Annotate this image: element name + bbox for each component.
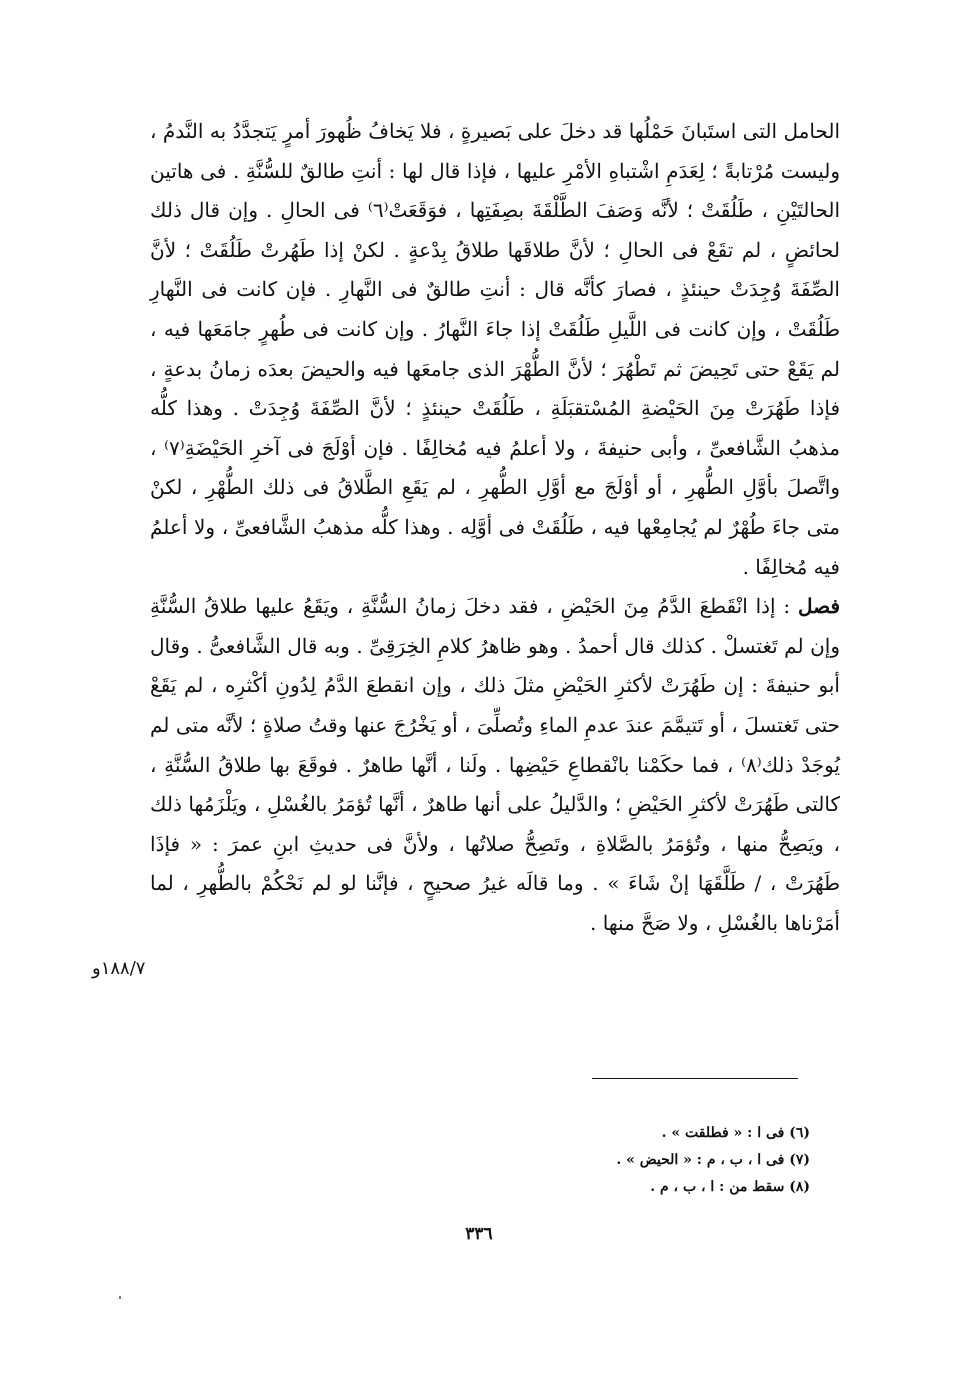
section-label: فصل xyxy=(797,594,841,619)
paragraph-1: الحامل التى استَبانَ حَمْلُها قد دخلَ على بَصيرةٍ ، فلا يَخافُ ظُهورَ أمرٍ يَتجدَّدُ به النَّدمُ ، وليست مُرْتابةً ؛ لِعَدَمِ اشْتباهِ الأمْرِ عليها ، فإذا قال لها : أنتِ طالقٌ للسُّنَّةِ . فى هاتين الحالتَيْنِ ، طَلُقَتْ ؛ لأنَّه وَصَفَ الطَّلْقَةَ بصِفَتِها ، فوَقَعَتْ⁽٦⁾ فى الحالِ . وإن قال ذلك لحائضٍ ، لم تقَعْ فى الحالِ ؛ لأنَّ طلاقَها طلاقُ بِدْعةٍ . لكنْ إذا طَهُرتْ طَلُقَتْ ؛ لأنَّ الصِّفَةَ وُجِدَتْ حينئذٍ ، فصارَ كأنَّه قال : أنتِ طالقٌ فى النَّهارِ . فإن كانت فى النَّهارِ طَلُقَتْ ، وإن كانت فى اللَّيلِ طَلُقَتْ إذا جاءَ النَّهارُ . وإن كانت فى طُهرٍ جامَعَها فيه ، لم يَقَعْ حتى تَحِيضَ ثم تَطْهُرَ ؛ لأنَّ الطُّهْرَ الذى جامعَها فيه والحيضَ بعدَه زمانُ بدعةٍ ، فإذا طَهُرَتْ مِنَ الحَيْضةِ المُسْتقبَلَةِ ، طَلُقَتْ حينئذٍ ؛ لأنَّ الصِّفَةَ وُجِدَتْ . وهذا كلُّه مذهبُ الشَّافعىِّ ، وأبى حنيفةَ ، ولا أعلمُ فيه مُخالِفًا . فإن أوْلَجَ فى آخرِ الحَيْضَةِ⁽٧⁾ ، واتَّصلَ بأوَّلِ الطُّهرِ ، أو أوْلَجَ مع أوَّلِ الطُّهرِ ، لم يَقَعِ الطَّلاقُ فى ذلك الطُّهْرِ ، لكنْ متى جاءَ طُهْرٌ لم يُجامِعْها فيه ، طَلُقَتْ فى أوَّلِه . وهذا كلُّه مذهبُ الشَّافعىِّ ، ولا أعلمُ فيه مُخالِفًا . xyxy=(150,119,841,579)
footnote: (٧) فى ا ، ب ، م : « الحيض » . xyxy=(616,1152,810,1168)
paragraph-2-text: : إذا انْقَطعَ الدَّمُ مِنَ الحَيْضِ ، فقد دخلَ زمانُ السُّنَّةِ ، ويَقَعُ عليها طلاقُ السُّنَّةِ وإن لم تَغتسلْ . كذلك قال أحمدُ . وهو ظاهرُ كلامِ الخِرَقِىِّ . وبه قال الشَّافعىُّ . وقال أبو حنيفةَ : إن طَهُرَتْ لأكثرِ الحَيْضِ مثلَ ذلك ، وإن انقطعَ الدَّمُ لِدُونِ أكْثرِه ، لم يَقَعْ حتى تَغتسلَ ، أو تَتيمَّمَ عندَ عدمِ الماءِ وتُصلِّىَ ، أو يَخْرُجَ عنها وقتُ صلاةٍ ؛ لأنَّه متى لم يُوجَدْ ذلك⁽٨⁾ ، فما حكَمْنا بانْقطاعِ حَيْضِها . ولَنا ، أنَّها طاهرٌ . فوقَعَ بها طلاقُ السُّنَّةِ ، كالتى طَهُرَتْ لأكثرِ الحَيْضِ ؛ والدَّليلُ على أنها طاهرٌ ، أنَّها تُؤمَرُ بالغُسْلِ ، ويَلْزَمُها ذلك ، ويَصِحُّ منها ، وتُؤمَرُ بالصَّلاةِ ، وتَصِحُّ صلاتُها ، ولأنَّ فى حديثِ ابنِ عمرَ : « فإذَا طَهُرَتْ ، / طَلَّقَهَا إنْ شَاءَ » . وما قالَه غيرُ صحيحٍ ، فإنَّنا لو لم نَحْكُمْ بالطُّهرِ ، لما أمَرْناها بالغُسْلِ ، ولا صَحَّ منها . xyxy=(150,594,840,935)
margin-folio-note: ١٨٨/٧و xyxy=(92,958,146,979)
paragraph-2 xyxy=(150,587,840,943)
page-number: ٣٣٦ xyxy=(465,1224,493,1244)
main-text-block xyxy=(150,112,840,943)
footnote: (٨) سقط من : ا ، ب ، م . xyxy=(650,1179,810,1195)
scan-speck xyxy=(119,1296,121,1299)
footnotes xyxy=(410,1120,810,1201)
footnote: (٦) فى ا : « فطلقت » . xyxy=(661,1125,810,1141)
footnote-separator xyxy=(592,1078,798,1079)
